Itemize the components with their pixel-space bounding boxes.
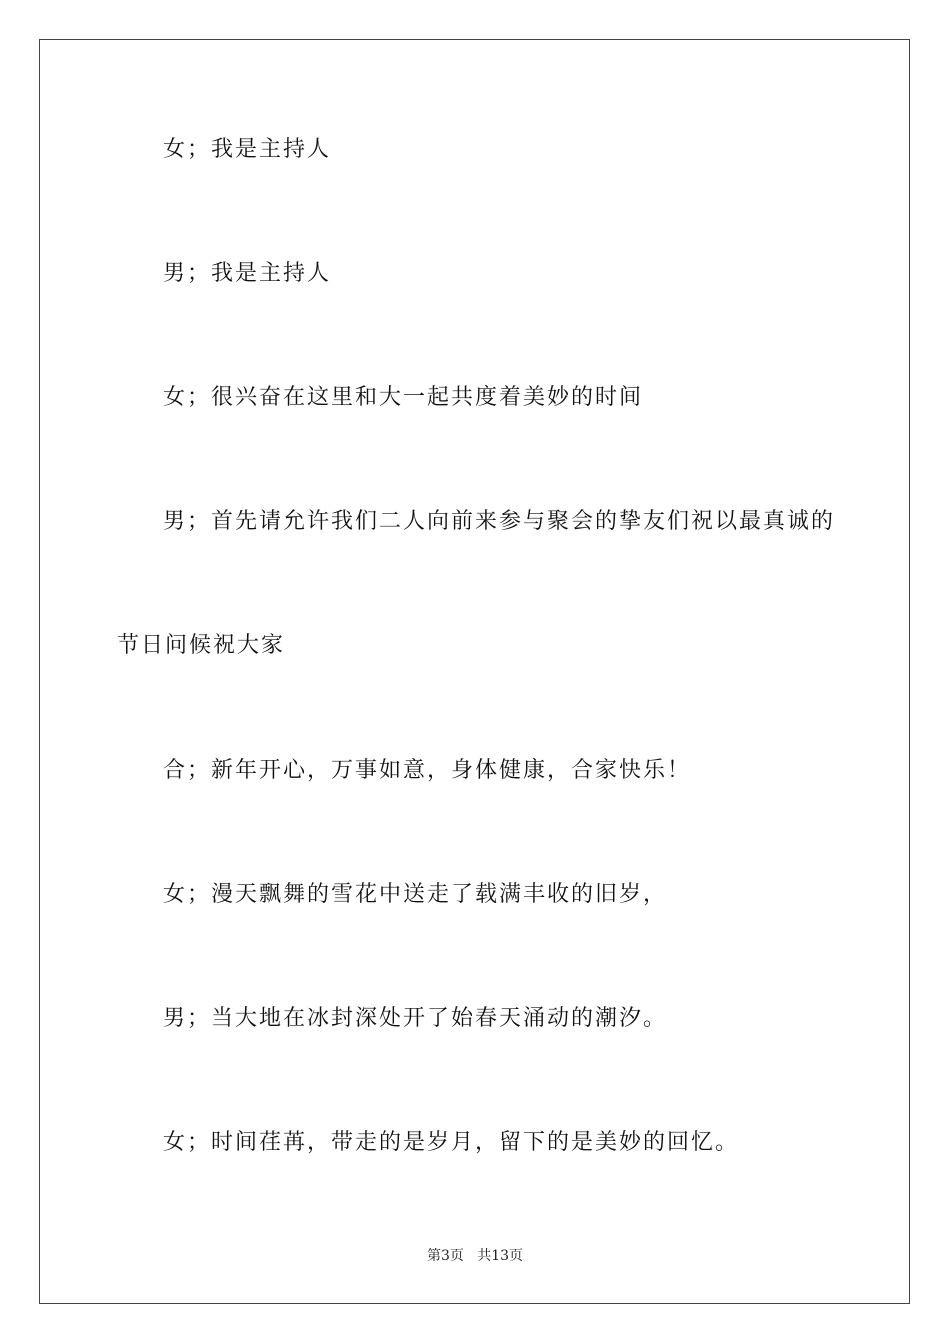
text-line: 男；当大地在冰封深处开了始春天涌动的潮汐。 bbox=[163, 1006, 668, 1031]
page-number-footer: 第3页 共13页 bbox=[426, 1248, 524, 1264]
page-frame bbox=[39, 39, 910, 1304]
text-line: 男；首先请允许我们二人向前来参与聚会的挚友们祝以最真诚的 bbox=[163, 509, 836, 534]
text-line: 女；很兴奋在这里和大一起共度着美妙的时间 bbox=[163, 385, 644, 410]
text-line: 节日问候祝大家 bbox=[117, 633, 286, 658]
text-line: 女；我是主持人 bbox=[163, 137, 332, 162]
text-line: 女；漫天飘舞的雪花中送走了载满丰收的旧岁， bbox=[163, 882, 668, 907]
text-line: 女；时间荏苒，带走的是岁月，留下的是美妙的回忆。 bbox=[163, 1130, 740, 1155]
text-line: 男；我是主持人 bbox=[163, 261, 332, 286]
text-line: 合；新年开心，万事如意，身体健康，合家快乐！ bbox=[163, 758, 692, 783]
